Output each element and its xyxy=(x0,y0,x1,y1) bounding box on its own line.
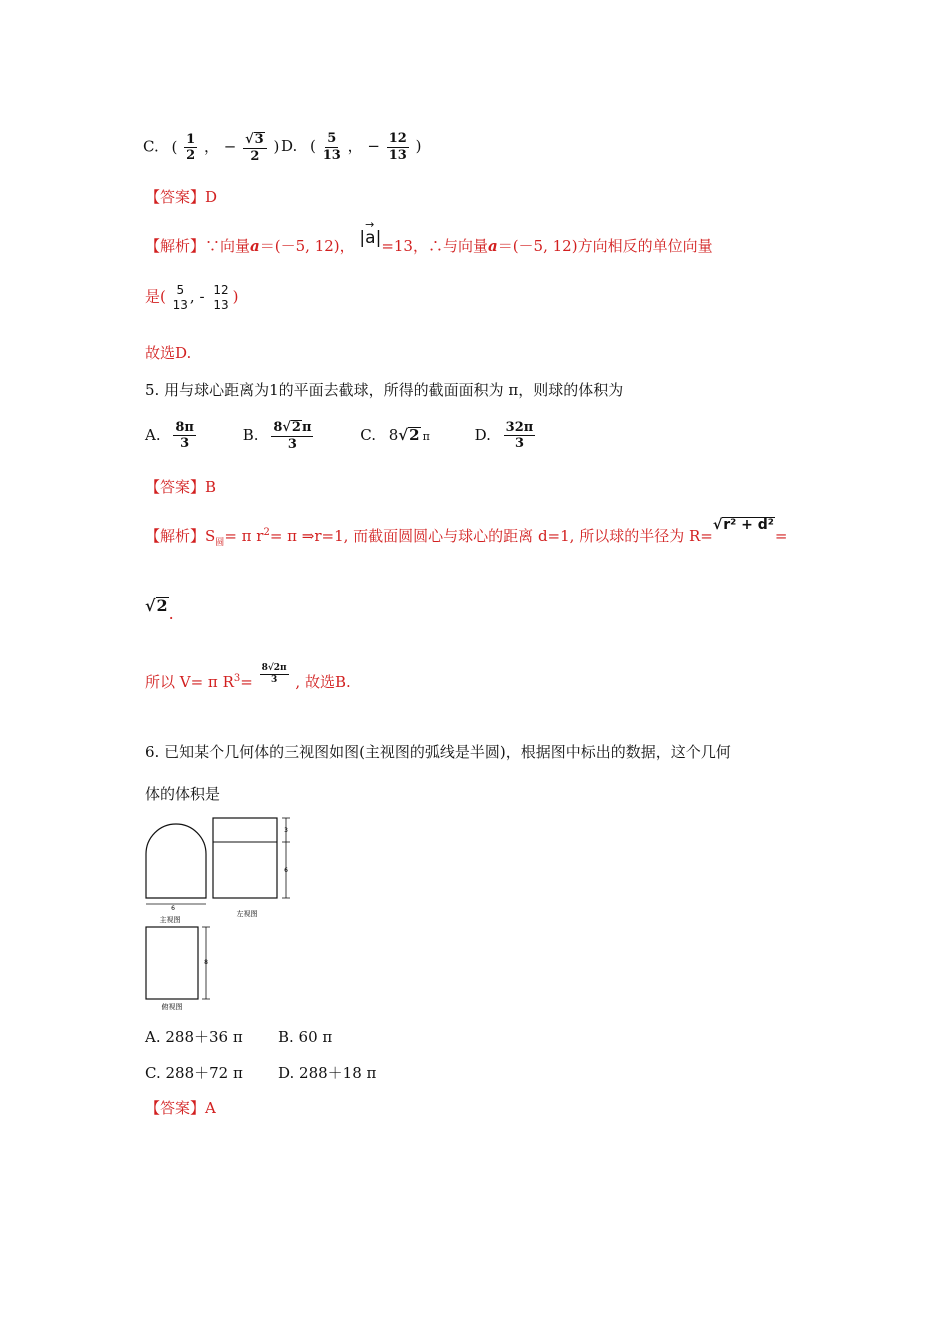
numerator: √ 3 xyxy=(243,132,267,149)
numerator: 1 xyxy=(186,131,196,147)
superscript: 3 xyxy=(233,672,241,684)
numerator: 5 xyxy=(176,283,185,297)
q4-analysis xyxy=(145,218,713,255)
answer-tag: 【答案】 xyxy=(145,188,206,206)
vector-a: a xyxy=(487,237,498,255)
period: . xyxy=(168,604,174,623)
paren: ) xyxy=(415,137,422,156)
answer-value: B xyxy=(205,478,217,496)
dimension-label: 6 xyxy=(171,905,175,912)
q6-stem-line1: 6. 已知某个几何体的三视图如图(主视图的弧线是半圆)，根据图中标出的数据，这个几何 xyxy=(145,743,731,761)
radicand: 2 xyxy=(291,420,301,435)
numerator: 8π xyxy=(175,419,194,435)
q6-option-a: A. 288＋36 π xyxy=(145,1028,243,1046)
numerator: 8√2π xyxy=(260,664,289,675)
q6-answer xyxy=(145,1101,216,1116)
three-view-figure xyxy=(140,812,310,1012)
dimension-label: 6 xyxy=(284,867,288,874)
top-view-caption: 俯视图 xyxy=(161,1003,183,1011)
q4-answer xyxy=(145,190,217,205)
analysis-text: =13，∴与向量 xyxy=(381,237,488,255)
fraction xyxy=(173,421,196,451)
radicand: 3 xyxy=(254,132,264,147)
volume-text: , 故选B. xyxy=(295,672,351,691)
pi-symbol: π xyxy=(301,420,312,435)
separator: ， xyxy=(347,137,363,156)
denominator: 13 xyxy=(322,147,341,163)
fraction xyxy=(211,284,230,311)
analysis-text: = π r xyxy=(224,527,264,545)
coefficient: 8 xyxy=(388,425,399,444)
side-view xyxy=(213,818,277,898)
paren: ( xyxy=(171,137,178,156)
answer-value: A xyxy=(205,1099,216,1117)
q5-option-c xyxy=(360,426,434,444)
numerator: 12 xyxy=(213,283,229,297)
vector-a: a xyxy=(250,237,260,255)
q5-answer xyxy=(145,480,216,495)
minus-sign: − xyxy=(223,137,237,156)
q5-option-b xyxy=(242,420,321,452)
numerator: 5 xyxy=(327,131,337,146)
option-label: B. xyxy=(242,425,259,444)
analysis-text: S xyxy=(205,527,216,545)
fraction xyxy=(243,132,267,163)
answer-tag: 【答案】 xyxy=(145,1099,206,1117)
analysis-tag: 【解析】 xyxy=(145,527,206,545)
separator: , xyxy=(189,287,195,306)
separator: ， xyxy=(203,137,219,156)
option-label: C. xyxy=(143,137,159,156)
radius-formula: √ r² + d² xyxy=(712,517,774,533)
minus-sign: − xyxy=(367,137,380,156)
answer-value: D xyxy=(205,188,218,206)
radicand: 2 xyxy=(156,596,168,615)
denominator: 3 xyxy=(287,436,297,452)
fraction xyxy=(184,133,197,163)
q5-analysis xyxy=(145,517,788,548)
analysis-text: = xyxy=(774,527,788,545)
numerator: 8√ 2 π xyxy=(273,420,312,435)
radicand: 2 xyxy=(409,425,420,444)
q5-stem: 5. 用与球心距离为1的平面去截球，所得的截面面积为 π，则球的体积为 xyxy=(145,381,624,399)
answer-tag: 【答案】 xyxy=(145,478,206,496)
q4-option-c xyxy=(143,132,279,163)
vector-a-symbol: a xyxy=(365,228,376,248)
numerator: 12 xyxy=(388,131,407,146)
denominator: 13 xyxy=(213,297,229,312)
option-label: A. xyxy=(145,425,161,444)
fraction xyxy=(271,420,313,451)
denominator: 3 xyxy=(270,675,278,686)
analysis-text: ) xyxy=(232,287,239,306)
dimension-label: 3 xyxy=(284,827,288,834)
option-label: D. xyxy=(281,137,298,156)
side-view-caption: 左视图 xyxy=(236,910,258,918)
q6-option-b: B. 60 π xyxy=(278,1028,333,1046)
sqrt: √ 2 xyxy=(398,425,420,444)
coefficient: 8 xyxy=(273,420,283,435)
q5-radius-result: √ 2 . xyxy=(145,596,174,623)
front-view-caption: 主视图 xyxy=(159,916,181,924)
q5-option-d xyxy=(474,419,538,452)
option-label: D. xyxy=(474,425,491,444)
analysis-text: 是( xyxy=(145,287,166,306)
denominator: 2 xyxy=(186,148,196,164)
denominator: 2 xyxy=(250,148,260,164)
denominator: 13 xyxy=(172,297,188,312)
option-label: C. xyxy=(360,425,376,444)
volume-fraction xyxy=(260,664,289,686)
volume-text: 所以 V= π R xyxy=(145,672,234,691)
q6-stem-line2: 体的体积是 xyxy=(145,785,221,803)
q5-options xyxy=(145,420,537,451)
vector-abs: | → a| xyxy=(359,218,382,248)
q4-option-d xyxy=(281,132,421,162)
fraction xyxy=(323,132,341,162)
fraction xyxy=(387,132,409,162)
analysis-tag: 【解析】 xyxy=(145,237,206,255)
denominator: 3 xyxy=(180,436,190,452)
minus-sign: - xyxy=(199,287,205,306)
q4-conclusion: 故选D. xyxy=(145,344,192,362)
analysis-text: ∵向量 xyxy=(205,237,251,255)
front-view xyxy=(146,824,206,898)
paren: ) xyxy=(273,137,280,156)
denominator: 3 xyxy=(514,436,524,452)
superscript: 2 xyxy=(263,527,270,538)
subscript: 圆 xyxy=(215,538,225,548)
denominator: 13 xyxy=(388,147,407,163)
fraction xyxy=(504,421,536,451)
q5-option-a xyxy=(145,419,203,452)
radicand: r² + d² xyxy=(723,517,774,533)
paren: ( xyxy=(310,137,316,156)
analysis-text: = π ⇒r=1, 而截面圆圆心与球心的距离 d=1, 所以球的半径为 R= xyxy=(269,527,713,545)
q6-option-c: C. 288＋72 π xyxy=(145,1064,243,1082)
analysis-text: ＝(－5, 12)， xyxy=(259,237,355,255)
dimension-label: 8 xyxy=(204,959,208,966)
numerator: 32π xyxy=(505,419,534,435)
fraction xyxy=(173,284,188,311)
top-view xyxy=(146,927,198,999)
vector-arrow: → xyxy=(365,218,375,231)
q4-analysis-result xyxy=(145,284,238,311)
q6-option-d: D. 288＋18 π xyxy=(278,1064,377,1082)
analysis-text: ＝(－5, 12)方向相反的单位向量 xyxy=(497,237,713,255)
volume-text: = xyxy=(240,672,253,691)
pi-symbol: π xyxy=(422,429,430,443)
